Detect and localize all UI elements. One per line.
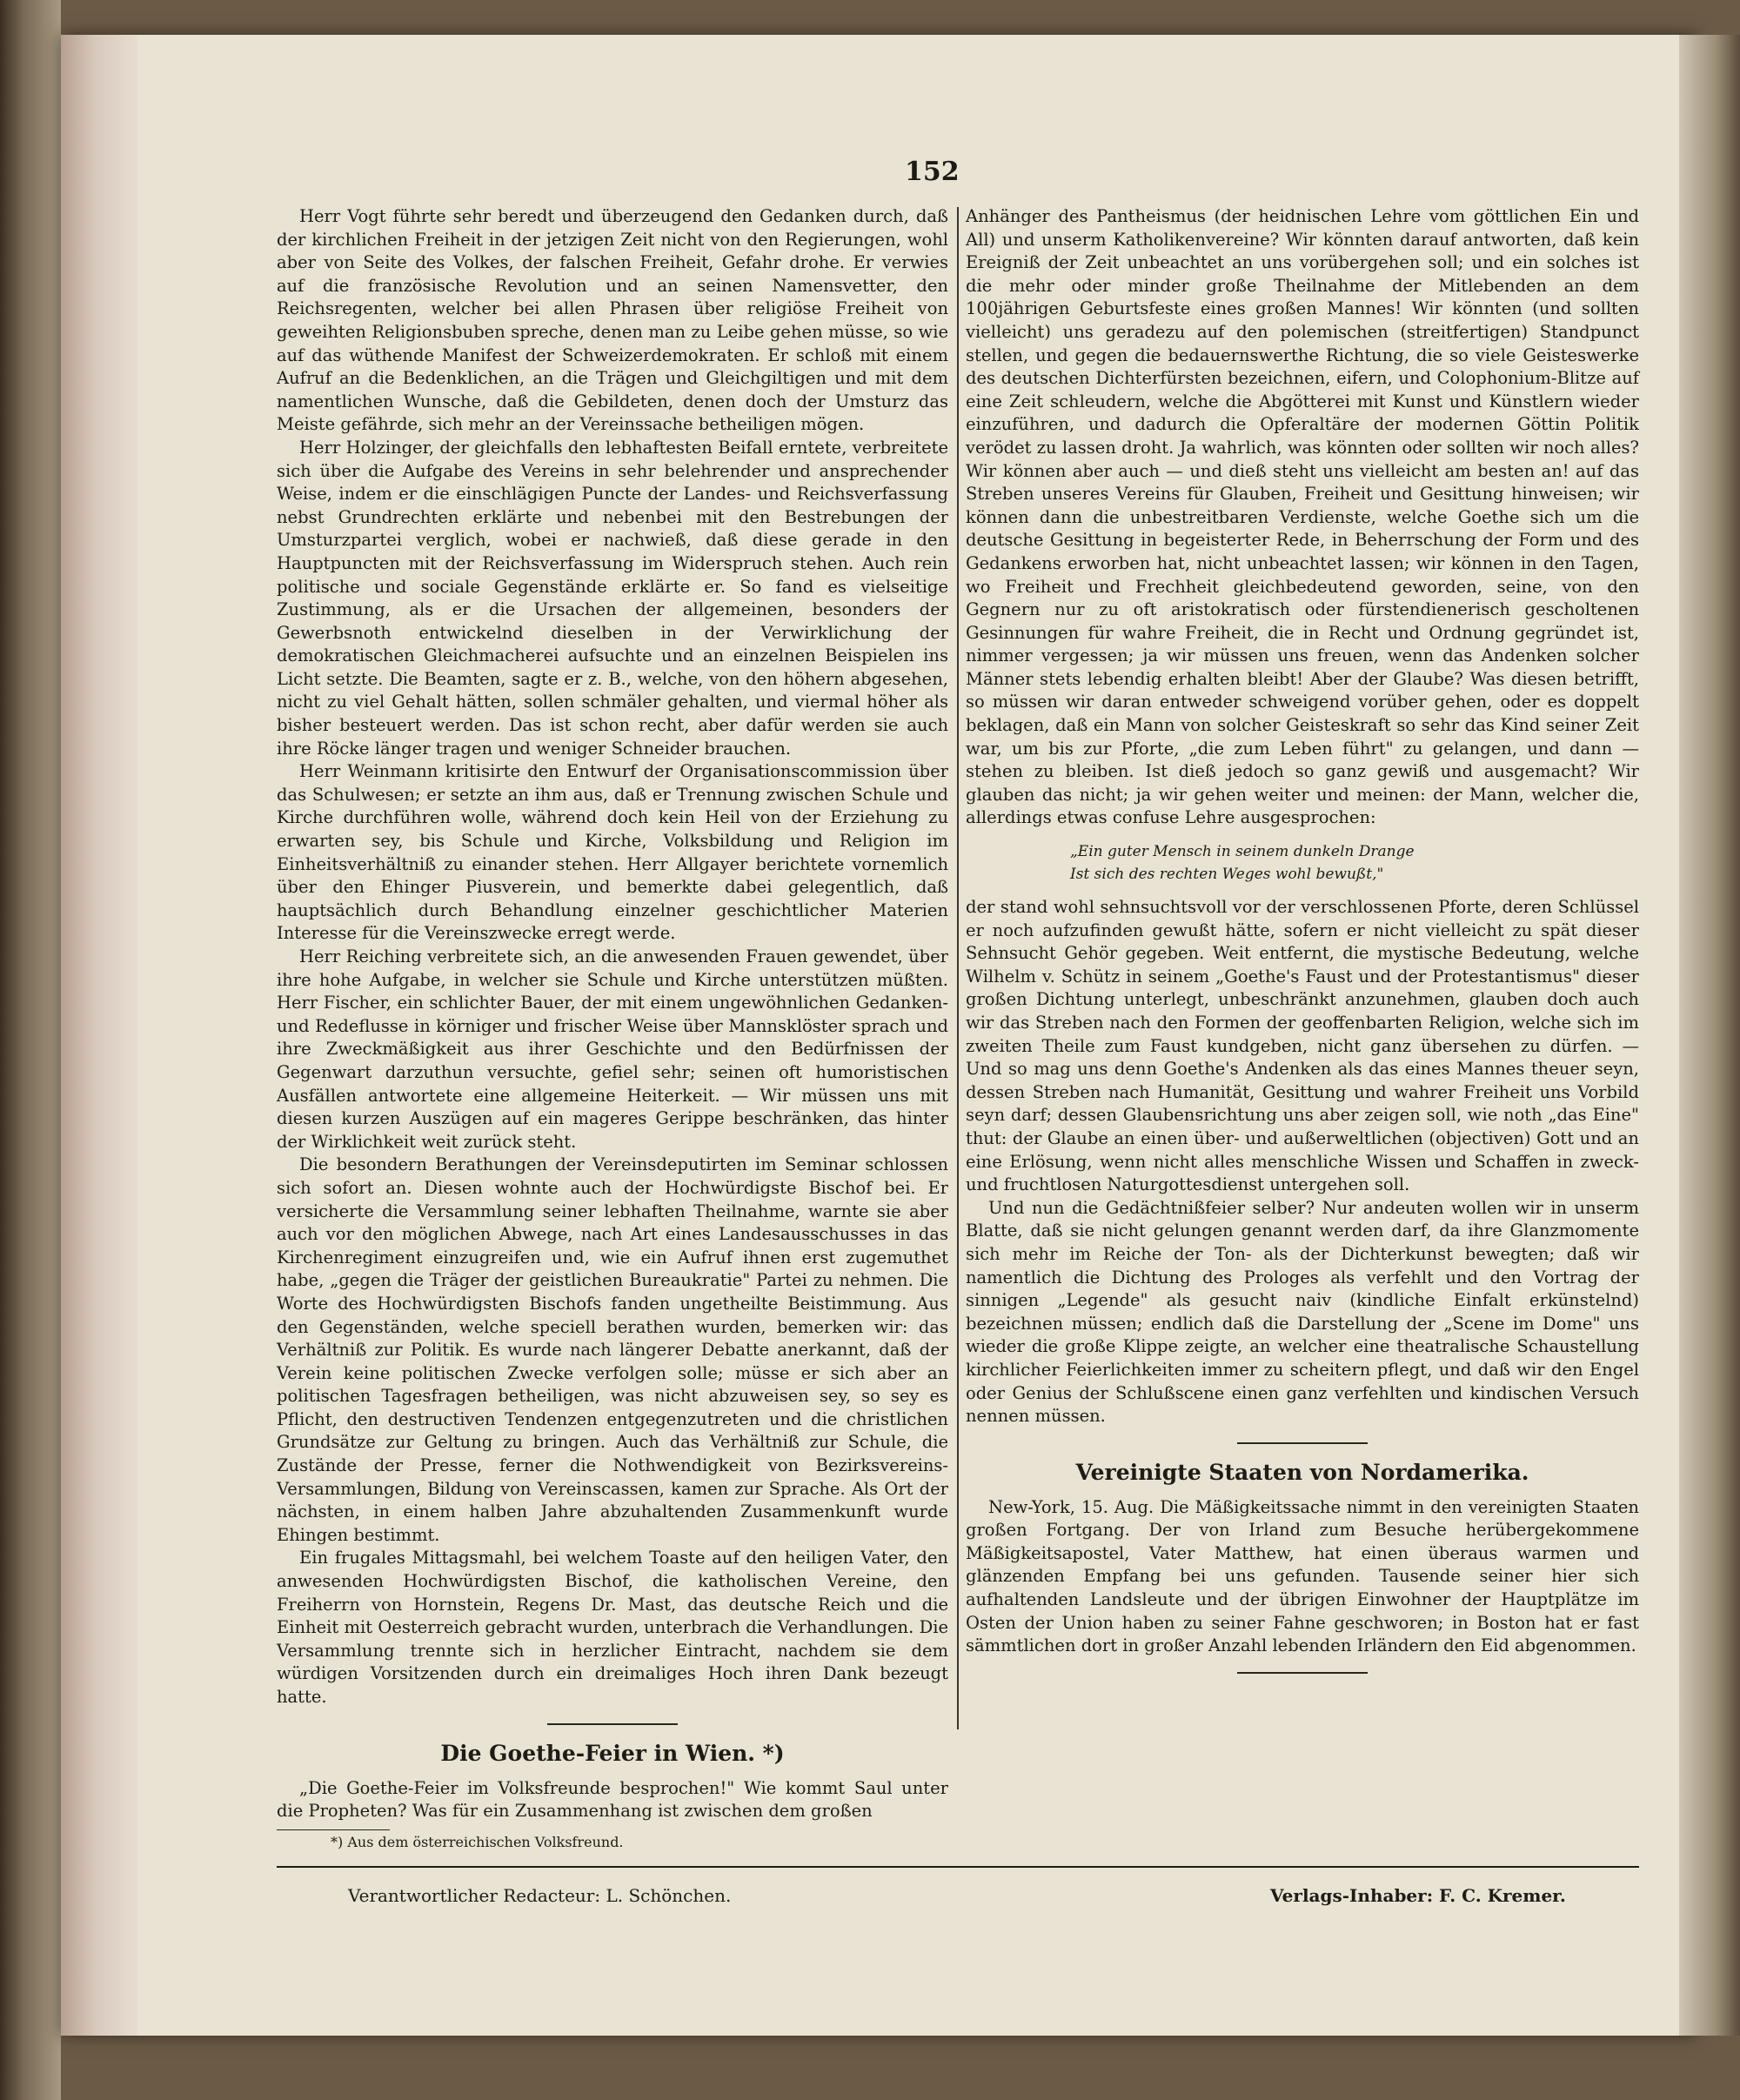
book-spine [0, 0, 61, 2100]
paragraph: Herr Holzinger, der gleichfalls den lebhaftesten Beifall erntete, verbreitete sich über die Aufgabe des Vereins in sehr belehrender und ansprechender Weise, indem er die einschlägigen Puncte der Landes- und Reichsverfassung nebst Grundrechten erklärte und nebenbei mit den Bestrebungen der Umsturzpartei verglich, wobei er nachwieß, daß diese gerade in den Hauptpuncten mit der Reichsverfassung im Widerspruch stehen. Auch rein politische und sociale Gegenstände erklärte er. So fand es vielseitige Zustimmung, als er die Ursachen der allgemeinen, besonders der Gewerbsnoth entwickelnd dieselben in der Verwirklichung der demokratischen Gleichmacherei aufsuchte und an einzelnen Beispielen ins Licht setzte. Die Beamten, sagte er z. B., welche, von den höhern abgesehen, nicht zu viel Gehalt hätten, sollen schmäler gehalten, und viermal höher als bisher besteuert werden. Das ist schon recht, aber dafür werden sie auch ihre Röcke länger tragen und weniger Schneider brauchen. [277, 437, 948, 759]
section-divider [1237, 1672, 1368, 1674]
paragraph: der stand wohl sehnsuchtsvoll vor der verschlossenen Pforte, deren Schlüssel er noch aufzufinden gewußt hätte, sofern er nicht vielleicht zu spät dieser Sehnsucht Gehör gegeben. Weit entfernt, die mystische Bedeutung, welche Wilhelm v. Schütz in seinem „Goethe's Faust und der Protestantismus" dieser großen Dichtung unterlegt, unbeschränkt anzunehmen, glauben doch auch wir das Streben nach den Formen der geoffenbarten Religion, welche sich im zweiten Theile zum Faust kundgeben, nicht ganz übersehen zu dürfen. — Und so mag uns denn Goethe's Andenken als das eines Mannes theuer seyn, dessen Streben nach Humanität, Gesittung und wahrer Freiheit uns Vorbild seyn darf; dessen Glaubensrichtung uns aber zeigen soll, wie noth „das Eine" thut: der Glaube an einen über- und außerweltlichen (objectiven) Gott und an eine Erlösung, wenn nicht alles menschliche Wissen und Schaffen in zweck- und fruchtlosen Naturgottesdienst untergehen soll. [966, 897, 1639, 1195]
paragraph: Die besondern Berathungen der Vereinsdeputirten im Seminar schlossen sich sofort an. Diesen wohnte auch der Hochwürdigste Bischof bei. Er versicherte die Versammlung seiner lebhaften Theilnahme, warnte sie aber auch vor den möglichen Abwege, nach Art eines Landesausschusses in das Kirchenregiment einzugreifen und, wie ein Aufruf ihnen erst zugemuthet habe, „gegen die Träger der geistlichen Bureaukratie" Partei zu nehmen. Die Worte des Hochwürdigsten Bischofs fanden ungetheilte Beistimmung. Aus den Gegenständen, welche speciell berathen wurden, bemerken wir: das Verhältniß zur Politik. Es wurde nach längerer Debatte anerkannt, daß der Verein keine politischen Zwecke verfolgen solle; müsse er sich aber an politischen Tagesfragen betheiligen, was nicht abzuweisen sey, so sey es Pflicht, den destructiven Tendenzen entgegenzutreten und die christlichen Grundsätze zur Geltung zu bringen. Auch das Verhältniß zur Schule, die Zustände der Presse, ferner die Nothwendigkeit von Bezirksvereins-Versammlungen, Bildung von Vereinscassen, kamen zur Sprache. Als Ort der nächsten, in einem halben Jahre abzuhaltenden Zusammenkunft wurde Ehingen bestimmt. [277, 1154, 948, 1545]
page-gutter [61, 35, 137, 2036]
column-divider [957, 207, 959, 1729]
paragraph: Anhänger des Pantheismus (der heidnischen Lehre vom göttlichen Ein und All) und unserm Katholikenvereine? Wir könnten darauf antworten, daß kein Ereigniß der Zeit unbeachtet an uns vorübergehen soll; und ein solches ist die mehr oder minder große Theilnahme der Mitlebenden an dem 100jährigen Geburtsfeste eines großen Mannes! Wir könnten (und sollten vielleicht) uns geradezu auf den polemischen (streitfertigen) Standpunct stellen, und gegen die bedauernswerthe Richtung, die so viele Geisteswerke des deutschen Dichterfürsten bezeichnen, eifern, und Colophonium-Blitze auf eine Zeit schleudern, welche die Abgötterei mit Kunst und Künstlern wieder einzuführen, und dadurch die Opferaltäre der modernen Göttin Politik verödet zu lassen droht. Ja wahrlich, was könnten oder sollten wir noch alles? Wir können aber auch — und dieß steht uns vielleicht am besten an! auf das Streben unseres Vereins für Glauben, Freiheit und Gesittung hinweisen; wir können dann die unbestreitbaren Verdienste, welche Goethe sich um die deutsche Gesittung in begeisterter Rede, in Beherrschung der Form und des Gedankens erworben hat, nicht unbeachtet lassen; wir können in den Tagen, wo Freiheit und Frechheit gleichbedeutend geworden, seine, von den Gegnern nur zu oft aristokratisch oder fürstendienerisch gescholtenen Gesinnungen für wahre Freiheit, die in Recht und Ordnung gegründet ist, nimmer vergessen; ja wir müssen uns freuen, wenn das Andenken solcher Männer stets lebendig erhalten bleibt! Aber der Glaube? Was diesen betrifft, so müssen wir daran entweder schweigend vorüber gehen, oder es doppelt beklagen, daß ein Mann von solcher Geisteskraft so sehr das Kind seiner Zeit war, um bis zur Pforte, „die zum Leben führt" zu gelangen, und dann — stehen zu bleiben. Ist dieß jedoch so ganz gewiß und ausgemacht? Wir glauben das nicht; ja wir gehen weiter und meinen: der Mann, welcher die, allerdings etwas confuse Lehre ausgesprochen: [966, 206, 1639, 828]
goethe-heading: Die Goethe-Feier in Wien. *) [440, 1740, 785, 1766]
section-divider [1237, 1442, 1368, 1444]
verse-quote [1070, 840, 1639, 886]
verse-line: Ist sich des rechten Weges wohl bewußt," [1070, 866, 1384, 884]
paragraph: Ein frugales Mittagsmahl, bei welchem Toaste auf den heiligen Vater, den anwesenden Hochwürdigsten Bischof, die katholischen Vereine, den Freiherrn von Hornstein, Regens Dr. Mast, das deutsche Reich und die Einheit mit Oesterreich gebracht wurden, unterbrach die Verhandlungen. Die Versammlung trennte sich in herzlicher Eintracht, nachdem sie dem würdigen Vorsitzenden durch ein dreimaliges Hoch ihren Dank bezeugt hatte. [277, 1548, 948, 1707]
editor-credit: Verantwortlicher Redacteur: L. Schönchen. [348, 1885, 732, 1906]
left-column [277, 205, 948, 1823]
usa-heading: Vereinigte Staaten von Nordamerika. [1075, 1459, 1529, 1485]
verse-line: „Ein guter Mensch in seinem dunkeln Drange [1070, 843, 1415, 861]
page-number: 152 [905, 157, 960, 187]
paragraph: Und nun die Gedächtnißfeier selber? Nur andeuten wollen wir in unserm Blatte, daß sie nicht gelungen genannt werden darf, da ihre Glanzmomente sich mehr im Reiche der Ton- als der Dichterkunst bewegten; daß wir namentlich die Dichtung des Prologes als verfehlt und den Vortrag der sinnigen „Legende" als gesucht naiv (kindliche Einfalt erkünstelnd) bezeichnen müssen; endlich daß die Darstellung der „Scene im Dome" uns wieder die große Klippe zeigte, an welcher eine theatralische Schaustellung kirchlicher Feierlichkeiten immer zu scheitern pflegt, und daß wir den Engel oder Genius der Schlußscene einen ganz verfehlten und kindischen Versuch nennen müssen. [966, 1197, 1639, 1427]
footnote: *) Aus dem österreichischen Volksfreund. [331, 1834, 624, 1850]
page-stack-edge [1679, 35, 1740, 2036]
paragraph: Herr Reiching verbreitete sich, an die anwesenden Frauen gewendet, über ihre hohe Aufgabe, in welcher sie Schule und Kirche unterstützen müßten. Herr Fischer, ein schlichter Bauer, der mit einem ungewöhnlichen Gedanken- und Redeflusse in körniger und frischer Weise über Mannsklöster sprach und ihre Zweckmäßigkeit aus ihrer Geschichte und den Bedürfnissen der Gegenwart darzuthun versuchte, gefiel sehr; seinen oft humoristischen Ausfällen antwortete eine allgemeine Heiterkeit. — Wir müssen uns mit diesen kurzen Auszügen auf ein mageres Gerippe beschränken, das hinter der Wirklichkeit weit zurück steht. [277, 946, 948, 1152]
footer-rule [277, 1866, 1639, 1868]
paragraph: New-York, 15. Aug. Die Mäßigkeitssache nimmt in den vereinigten Staaten großen Fortgang. Der von Irland zum Besuche herübergekommene Mäßigkeitsapostel, Vater Matthew, hat einen überaus warmen und glänzenden Empfang bei uns gefunden. Tausende seiner hier sich aufhaltenden Landsleute und der übrigen Einwohner der Hauptplätze im Osten der Union haben zu seiner Fahne geschworen; in Boston hat er fast sämmtlichen dort in großer Anzahl lebenden Irländern den Eid abgenommen. [966, 1496, 1639, 1656]
section-divider [547, 1723, 678, 1725]
footnote-rule [277, 1829, 390, 1830]
paragraph: Herr Weinmann kritisirte den Entwurf der Organisationscommission über das Schulwesen; er setzte an ihm aus, daß er Trennung zwischen Schule und Kirche durchführen wolle, während doch kein Heil von der Erziehung zu erwarten sey, bis Schule und Kirche, Volksbildung und Religion im Einheitsverhältniß zu einander stehen. Herr Allgayer berichtete vornemlich über den Ehinger Piusverein, und bemerkte dabei gelegentlich, daß hauptsächlich durch Behandlung einzelner geschichtlicher Materien Interesse für die Vereinszwecke erregt werde. [277, 761, 948, 944]
paragraph: Herr Vogt führte sehr beredt und überzeugend den Gedanken durch, daß der kirchlichen Freiheit in der jetzigen Zeit nicht von den Regierungen, wohl aber von Seite des Volkes, der falschen Freiheit, Gefahr drohe. Er verwies auf die französische Revolution und an seinen Namensvetter, den Reichsregenten, welcher bei allen Phrasen über religiöse Freiheit von geweihten Religionsbuben spreche, denen man zu Leibe gehen müsse, so wie auf das wüthende Manifest der Schweizerdemokraten. Er schloß mit einem Aufruf an die Bedenklichen, an die Trägen und Gleichgiltigen und mit dem namentlichen Wunsche, daß die Gebildeten, denen doch der Umsturz das Meiste gefährde, sich mehr an der Vereinssache betheiligen mögen. [277, 206, 948, 435]
paragraph: „Die Goethe-Feier im Volksfreunde besprochen!" Wie kommt Saul unter die Propheten? Was für ein Zusammenhang ist zwischen dem großen [277, 1777, 948, 1822]
publisher-credit: Verlags-Inhaber: F. C. Kremer. [1270, 1885, 1566, 1906]
right-column [966, 205, 1639, 1688]
